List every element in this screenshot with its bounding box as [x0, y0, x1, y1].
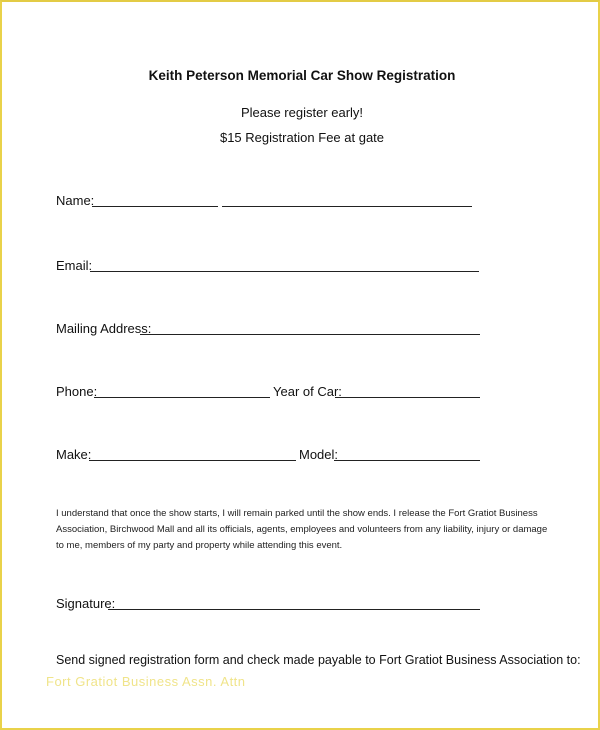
fee-note: $15 Registration Fee at gate: [219, 130, 385, 145]
phone-year-row: [56, 383, 486, 401]
liability-waiver: I understand that once the show starts, I will remain parked until the show ends. I release the Fort Gratiot Business Association, Birchwood Mall and all its officials, agents, employees and volunteers from any liability, injury or damage to me, members of my party and property while attending this event.: [56, 508, 548, 551]
register-early-note: Please register early!: [240, 105, 364, 120]
model-label: Model:: [299, 447, 339, 462]
signature-row: [56, 595, 486, 613]
form-title: Keith Peterson Memorial Car Show Registration: [148, 68, 456, 83]
first-name-line[interactable]: [92, 206, 218, 207]
address-line[interactable]: [140, 334, 480, 335]
address-label: Mailing Address:: [56, 321, 152, 336]
signature-label: Signature:: [56, 596, 116, 611]
faded-address-line: Fort Gratiot Business Assn. Attn: [46, 674, 246, 689]
email-row: [56, 257, 486, 275]
phone-line[interactable]: [94, 397, 270, 398]
name-label: Name:: [56, 193, 95, 208]
email-line[interactable]: [90, 271, 479, 272]
make-line[interactable]: [89, 460, 296, 461]
year-line[interactable]: [335, 397, 480, 398]
send-instructions: Send signed registration form and check made payable to Fort Gratiot Business Association to:: [56, 653, 581, 667]
last-name-line[interactable]: [222, 206, 472, 207]
name-row: [56, 192, 476, 210]
model-line[interactable]: [334, 460, 480, 461]
email-label: Email:: [56, 258, 93, 273]
signature-line[interactable]: [108, 609, 480, 610]
make-model-row: [56, 446, 486, 464]
year-label: Year of Car:: [273, 384, 342, 399]
phone-label: Phone:: [56, 384, 98, 399]
address-row: [56, 320, 486, 338]
make-label: Make:: [56, 447, 92, 462]
